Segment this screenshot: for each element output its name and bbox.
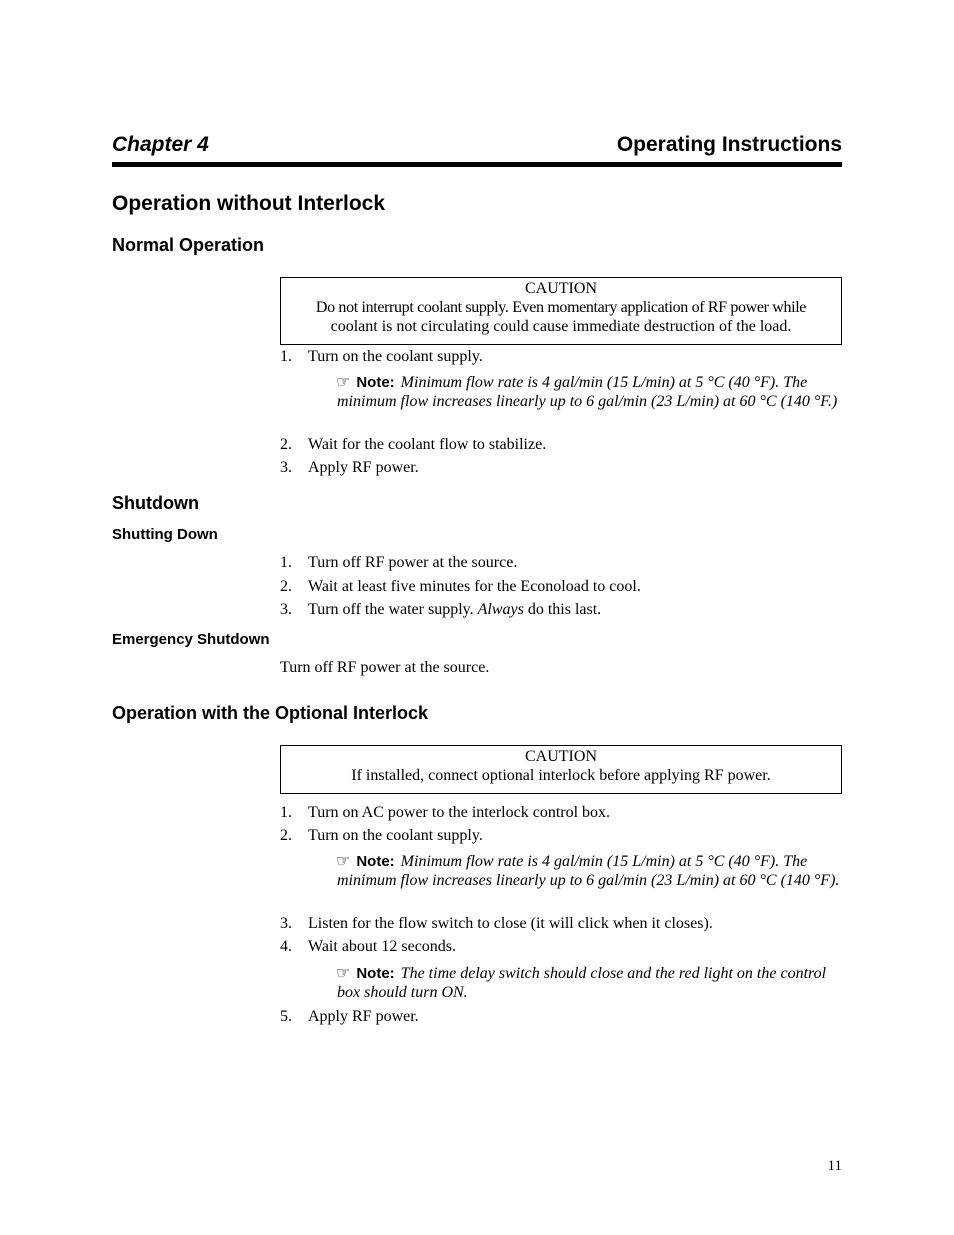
step-text: Listen for the flow switch to close (it will click when it closes). (308, 915, 713, 932)
step-number: 2. (280, 578, 292, 595)
caution-text-line-1: Do not interrupt coolant supply. Even momentary application of RF power while (315, 299, 807, 316)
step-number: 1. (280, 804, 292, 821)
list-item (280, 600, 601, 619)
step-number: 3. (280, 459, 292, 476)
step-text: Apply RF power. (308, 1008, 419, 1025)
heading-emergency-shutdown: Emergency Shutdown (112, 631, 270, 648)
step-text: Turn on AC power to the interlock control box. (308, 804, 611, 821)
caution-box-coolant (280, 277, 842, 345)
heading-shutting-down: Shutting Down (112, 526, 218, 543)
pointing-hand-icon: ☞ (336, 372, 351, 391)
list-item (280, 914, 713, 933)
caution-box-interlock (280, 745, 842, 794)
step-number: 4. (280, 938, 292, 955)
step-number: 3. (280, 601, 292, 618)
list-item (280, 1007, 419, 1026)
subsection-title-shutdown: Shutdown (112, 493, 199, 513)
step-text: Turn on the coolant supply. (308, 348, 483, 365)
step-number: 5. (280, 1008, 292, 1025)
note-label: Note: (356, 374, 395, 391)
note-text: Minimum flow rate is 4 gal/min (15 L/min) at 5 °C (40 °F). The minimum flow increases linearly up to 6 gal/min (23 L/min) at 60 °C (140 °F). (337, 853, 840, 889)
step-text: Turn on the coolant supply. (308, 827, 483, 844)
note-flow-rate (337, 372, 842, 411)
note-text: The time delay switch should close and the red light on the control box should turn ON. (337, 965, 827, 1001)
step-number: 1. (280, 554, 292, 571)
list-item (280, 553, 517, 572)
step-text-tail: do this last. (523, 601, 602, 618)
caution-heading: CAUTION (525, 748, 597, 765)
emergency-shutdown-text: Turn off RF power at the source. (280, 659, 490, 676)
pointing-hand-icon: ☞ (336, 963, 351, 982)
chapter-title: Operating Instructions (616, 133, 842, 156)
step-text: Wait at least five minutes for the Econoload to cool. (308, 578, 641, 595)
step-text: Apply RF power. (308, 459, 419, 476)
step-number: 2. (280, 436, 292, 453)
note-label: Note: (356, 965, 395, 982)
chapter-label: Chapter 4 (112, 133, 209, 156)
step-text: Wait about 12 seconds. (308, 938, 457, 955)
list-item (280, 826, 483, 845)
note-text: Minimum flow rate is 4 gal/min (15 L/min) at 5 °C (40 °F). The minimum flow increases linearly up to 6 gal/min (23 L/min) at 60 °C (140 °F.) (337, 374, 838, 410)
subsection-title-normal-operation: Normal Operation (112, 235, 265, 255)
chapter-rule (112, 162, 842, 167)
step-number: 1. (280, 348, 292, 365)
step-number: 3. (280, 915, 292, 932)
caution-text: If installed, connect optional interlock before applying RF power. (351, 767, 771, 784)
note-time-delay (337, 963, 842, 1002)
note-flow-rate (337, 851, 842, 890)
pointing-hand-icon: ☞ (336, 851, 351, 870)
step-number: 2. (280, 827, 292, 844)
caution-text-line-2: coolant is not circulating could cause immediate destruction of the load. (330, 318, 792, 335)
step-text: Turn off RF power at the source. (308, 554, 518, 571)
step-text: Turn off the water supply. (308, 601, 478, 618)
list-item (280, 435, 546, 454)
note-label: Note: (356, 853, 395, 870)
list-item (280, 803, 610, 822)
subsection-title-operation-with-interlock: Operation with the Optional Interlock (112, 703, 429, 723)
list-item (280, 458, 419, 477)
page-number: 11 (827, 1158, 842, 1174)
step-emphasis: Always (477, 601, 524, 618)
step-text: Wait for the coolant flow to stabilize. (308, 436, 547, 453)
list-item (280, 347, 483, 366)
caution-heading: CAUTION (525, 280, 597, 297)
section-title-operation-without-interlock: Operation without Interlock (112, 192, 386, 215)
list-item (280, 577, 641, 596)
list-item (280, 937, 456, 956)
